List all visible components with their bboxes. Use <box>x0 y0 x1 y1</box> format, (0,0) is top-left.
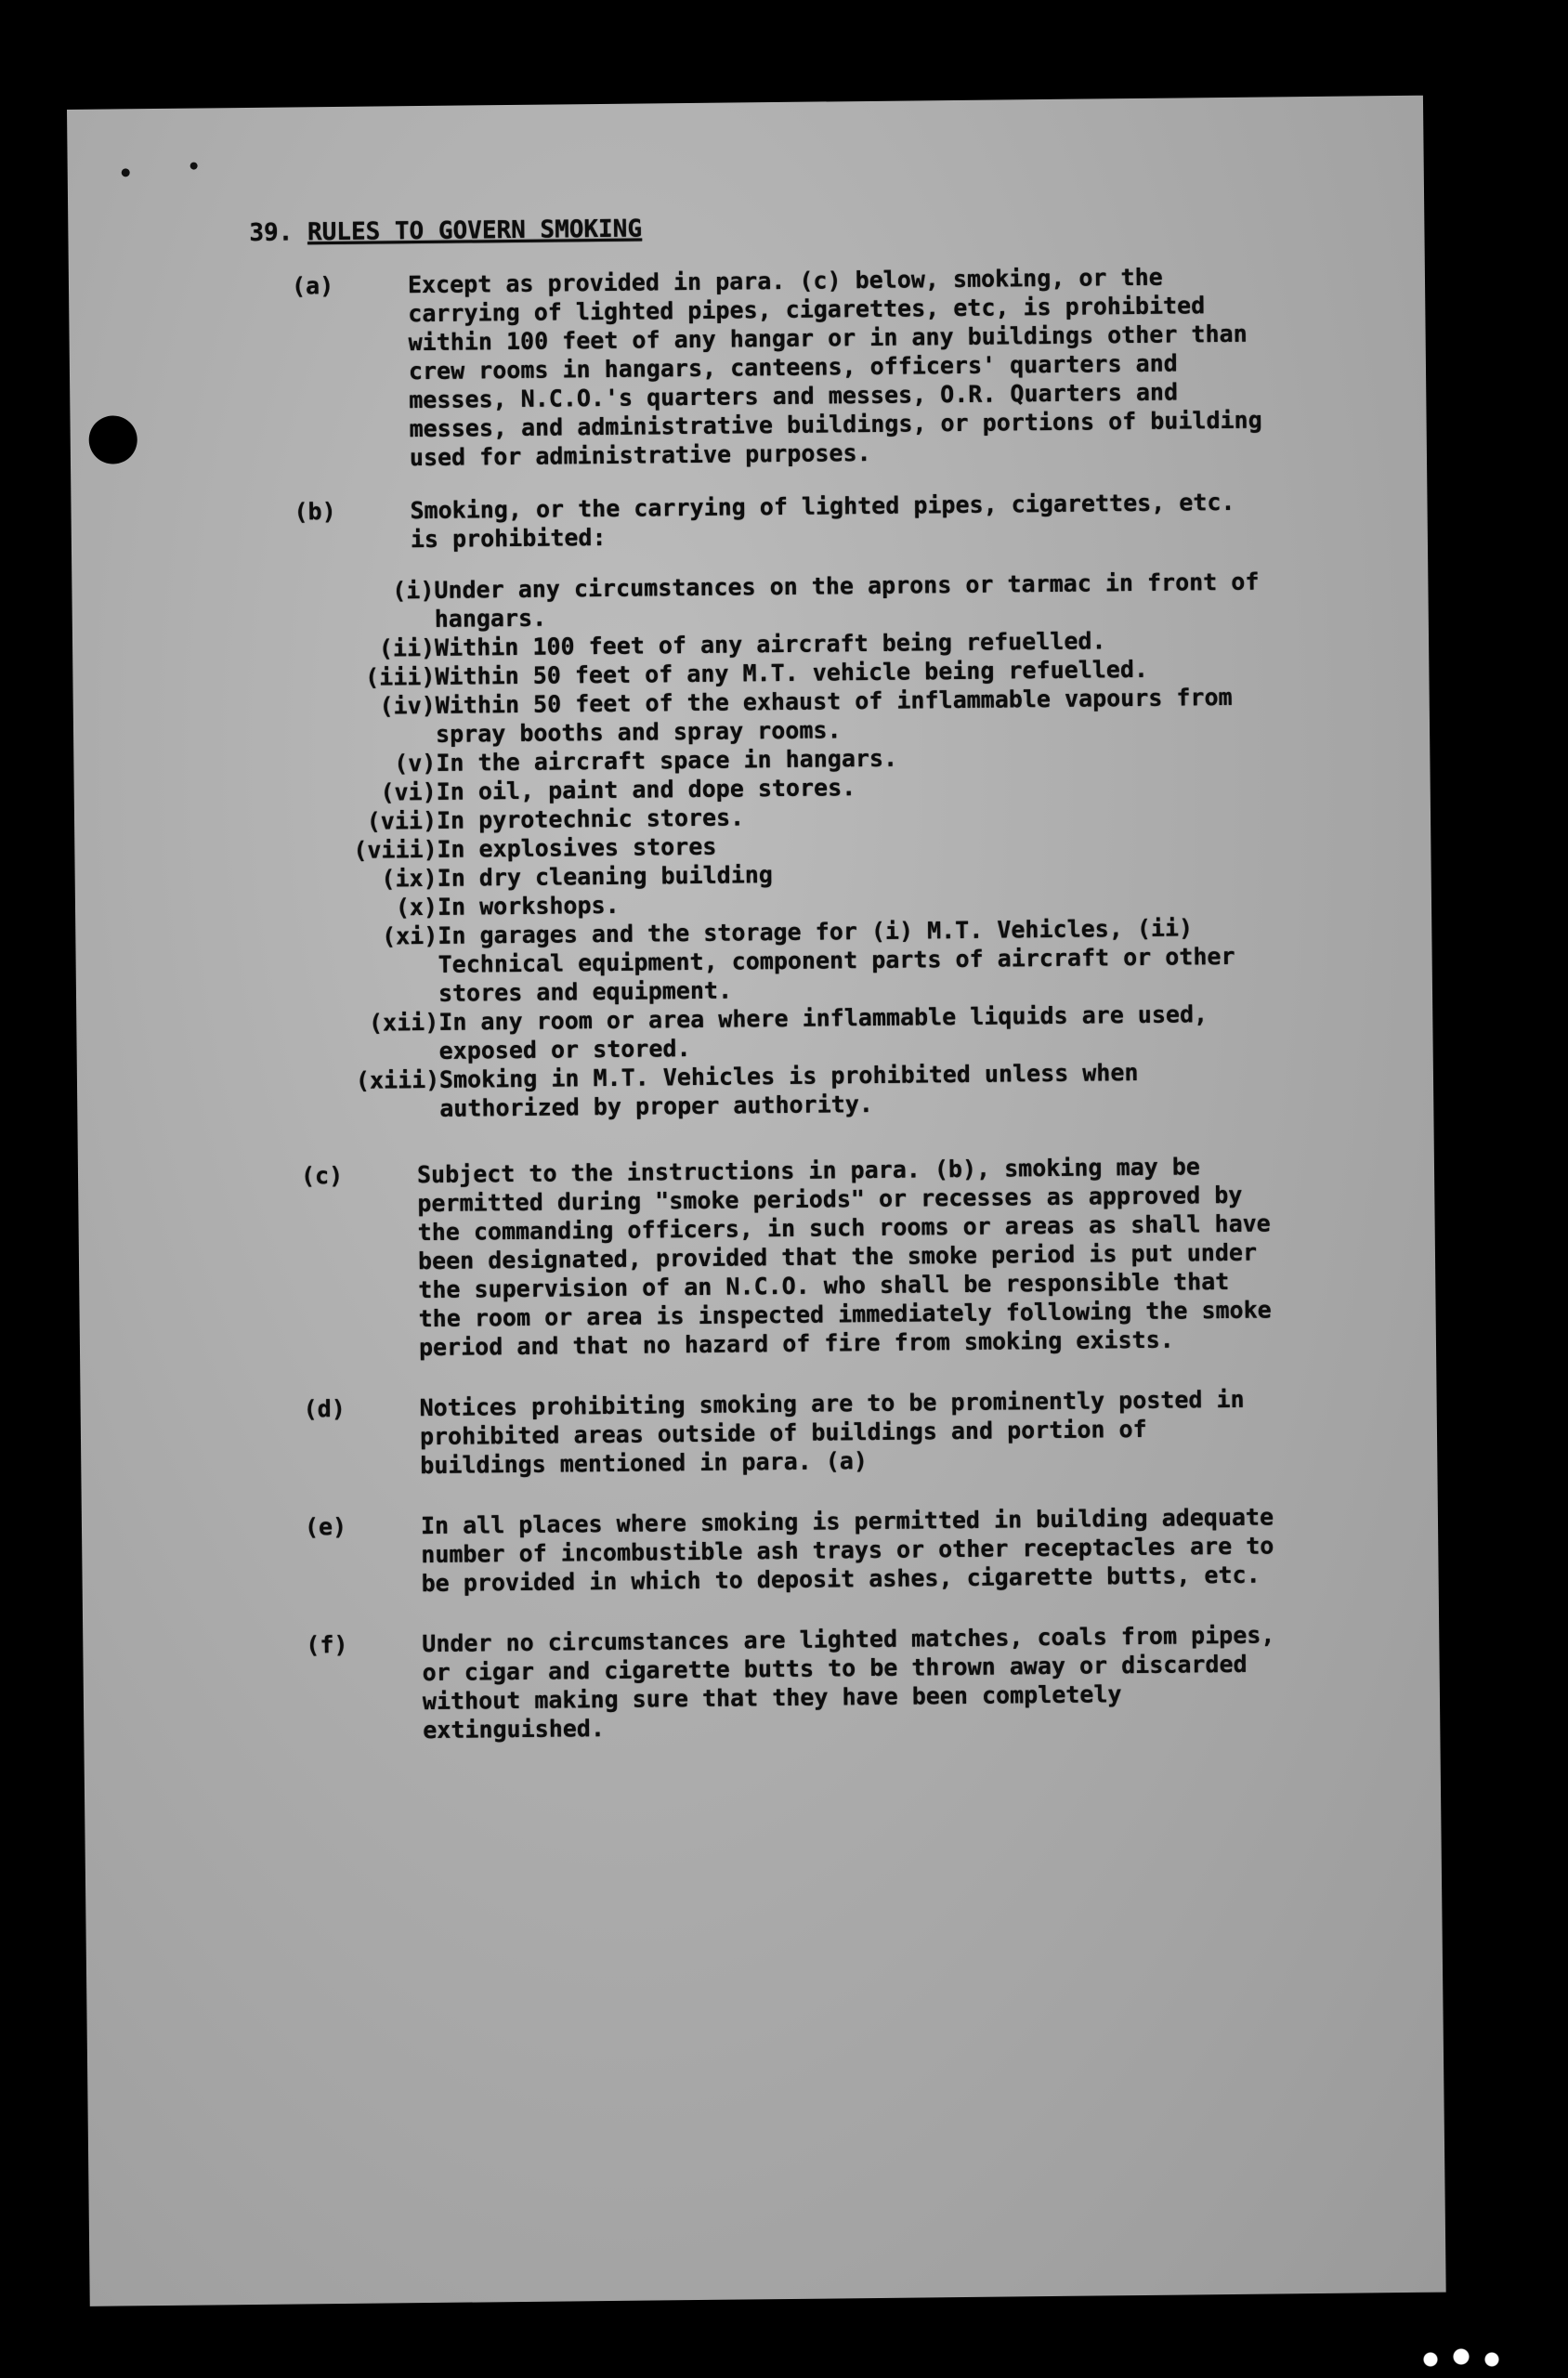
item-number: (vii) <box>366 806 438 835</box>
list-item <box>356 1055 1411 1124</box>
item-text: Under any circumstances on the aprons or tarmac in front of hangars. <box>434 568 1260 633</box>
paragraph-d <box>262 1383 1415 1482</box>
item-number: (viii) <box>353 835 438 864</box>
item-text: In dry cleaning building <box>437 861 774 892</box>
paragraph-text: Smoking, or the carrying of lighted pipes, cigarettes, etc. is prohibited: <box>410 488 1235 554</box>
item-text: Within 100 feet of any aircraft being refuelled. <box>434 627 1106 661</box>
item-number: (vi) <box>380 777 437 806</box>
item-text: In workshops. <box>437 891 620 921</box>
paper-speck <box>190 163 198 170</box>
item-text: In the aircraft space in hangars. <box>436 744 898 777</box>
section-title: RULES TO GOVERN SMOKING <box>307 215 643 247</box>
item-text: Within 50 feet of the exhaust of inflammable vapours from spray booths and spray rooms. <box>435 683 1233 748</box>
item-text: Within 50 feet of any M.T. vehicle being refuelled. <box>435 655 1149 690</box>
document-page <box>67 96 1446 2306</box>
item-text: Smoking in M.T. Vehicles is prohibited unless when authorized by proper authority. <box>438 1058 1139 1122</box>
paragraph-c <box>259 1150 1413 1364</box>
paragraph-text: Notices prohibiting smoking are to be prominently posted in prohibited areas outside of buildings and portion of buildings mentioned in para. (a) <box>419 1385 1245 1480</box>
paragraph-a <box>250 260 1404 474</box>
scan-mark <box>1410 2343 1512 2371</box>
paragraph-text: Except as provided in para. (c) below, smoking, or the carrying of lighted pipes, cigarettes, etc, is prohibited within 100 feet of any hangar or in any buildings other than crew rooms in hangars, canteens, officers' quarters and messes, N.C.O.'s quarters and messes, O.R. Quarters and messes, and administrative buildings, or portions of building used for administrative purposes. <box>407 263 1262 472</box>
item-number: (ix) <box>381 864 438 893</box>
item-text: In garages and the storage for (i) M.T. Vehicles, (ii) Technical equipment, component parts of aircraft or other stores and equipment. <box>438 914 1235 1007</box>
paragraph-b <box>252 486 1405 555</box>
item-number: (xi) <box>381 921 438 950</box>
paper-speck <box>122 168 130 176</box>
item-text: In explosives stores <box>437 832 717 863</box>
prohibited-list <box>350 566 1410 1124</box>
list-item <box>354 911 1409 1009</box>
item-number: (iv) <box>379 691 436 720</box>
punch-hole <box>88 415 137 464</box>
item-number: (ii) <box>378 634 436 662</box>
paragraph-label: (e) <box>304 1512 347 1541</box>
item-number: (x) <box>395 893 438 921</box>
item-number: (iii) <box>365 662 436 691</box>
paragraph-label: (a) <box>291 272 334 300</box>
paragraph-e <box>263 1501 1416 1600</box>
document-text <box>249 207 1417 1746</box>
paragraph-label: (c) <box>300 1161 344 1190</box>
item-text: In oil, paint and dope stores. <box>436 774 856 805</box>
item-text: In pyrotechnic stores. <box>436 804 745 834</box>
section-heading <box>249 207 1401 248</box>
paragraph-label: (d) <box>303 1394 346 1423</box>
paragraph-label: (f) <box>306 1630 348 1659</box>
paragraph-text: In all places where smoking is permitted in building adequate number of incombustible ash trays or other receptacles are to be provided in which to deposit ashes, cigarette butts, etc. <box>420 1503 1274 1598</box>
item-text: In any room or area where inflammable liquids are used, exposed or stored. <box>438 1000 1209 1065</box>
paragraph-text: Subject to the instructions in para. (b), smoking may be permitted during "smoke periods" or recesses as approved by the commanding officers, in such rooms or areas as shall have been designated, provided that the smoke period is put under the supervision of an N.C.O. who shall be responsible that the room or area is inspected immediately following the smoke period and that no hazard of fire from smoking exists. <box>416 1153 1272 1362</box>
paragraph-label: (b) <box>294 497 336 526</box>
item-number: (xiii) <box>355 1065 440 1094</box>
paragraph-text: Under no circumstances are lighted matches, coals from pipes, or cigar and cigarette butts to be thrown away or discarded without making sure that they have been completely extinguished. <box>422 1621 1275 1744</box>
item-number: (v) <box>394 749 437 777</box>
paragraph-f <box>264 1619 1417 1746</box>
item-number: (xii) <box>368 1008 439 1037</box>
item-number: (i) <box>392 576 435 605</box>
section-number: 39. <box>249 218 294 247</box>
